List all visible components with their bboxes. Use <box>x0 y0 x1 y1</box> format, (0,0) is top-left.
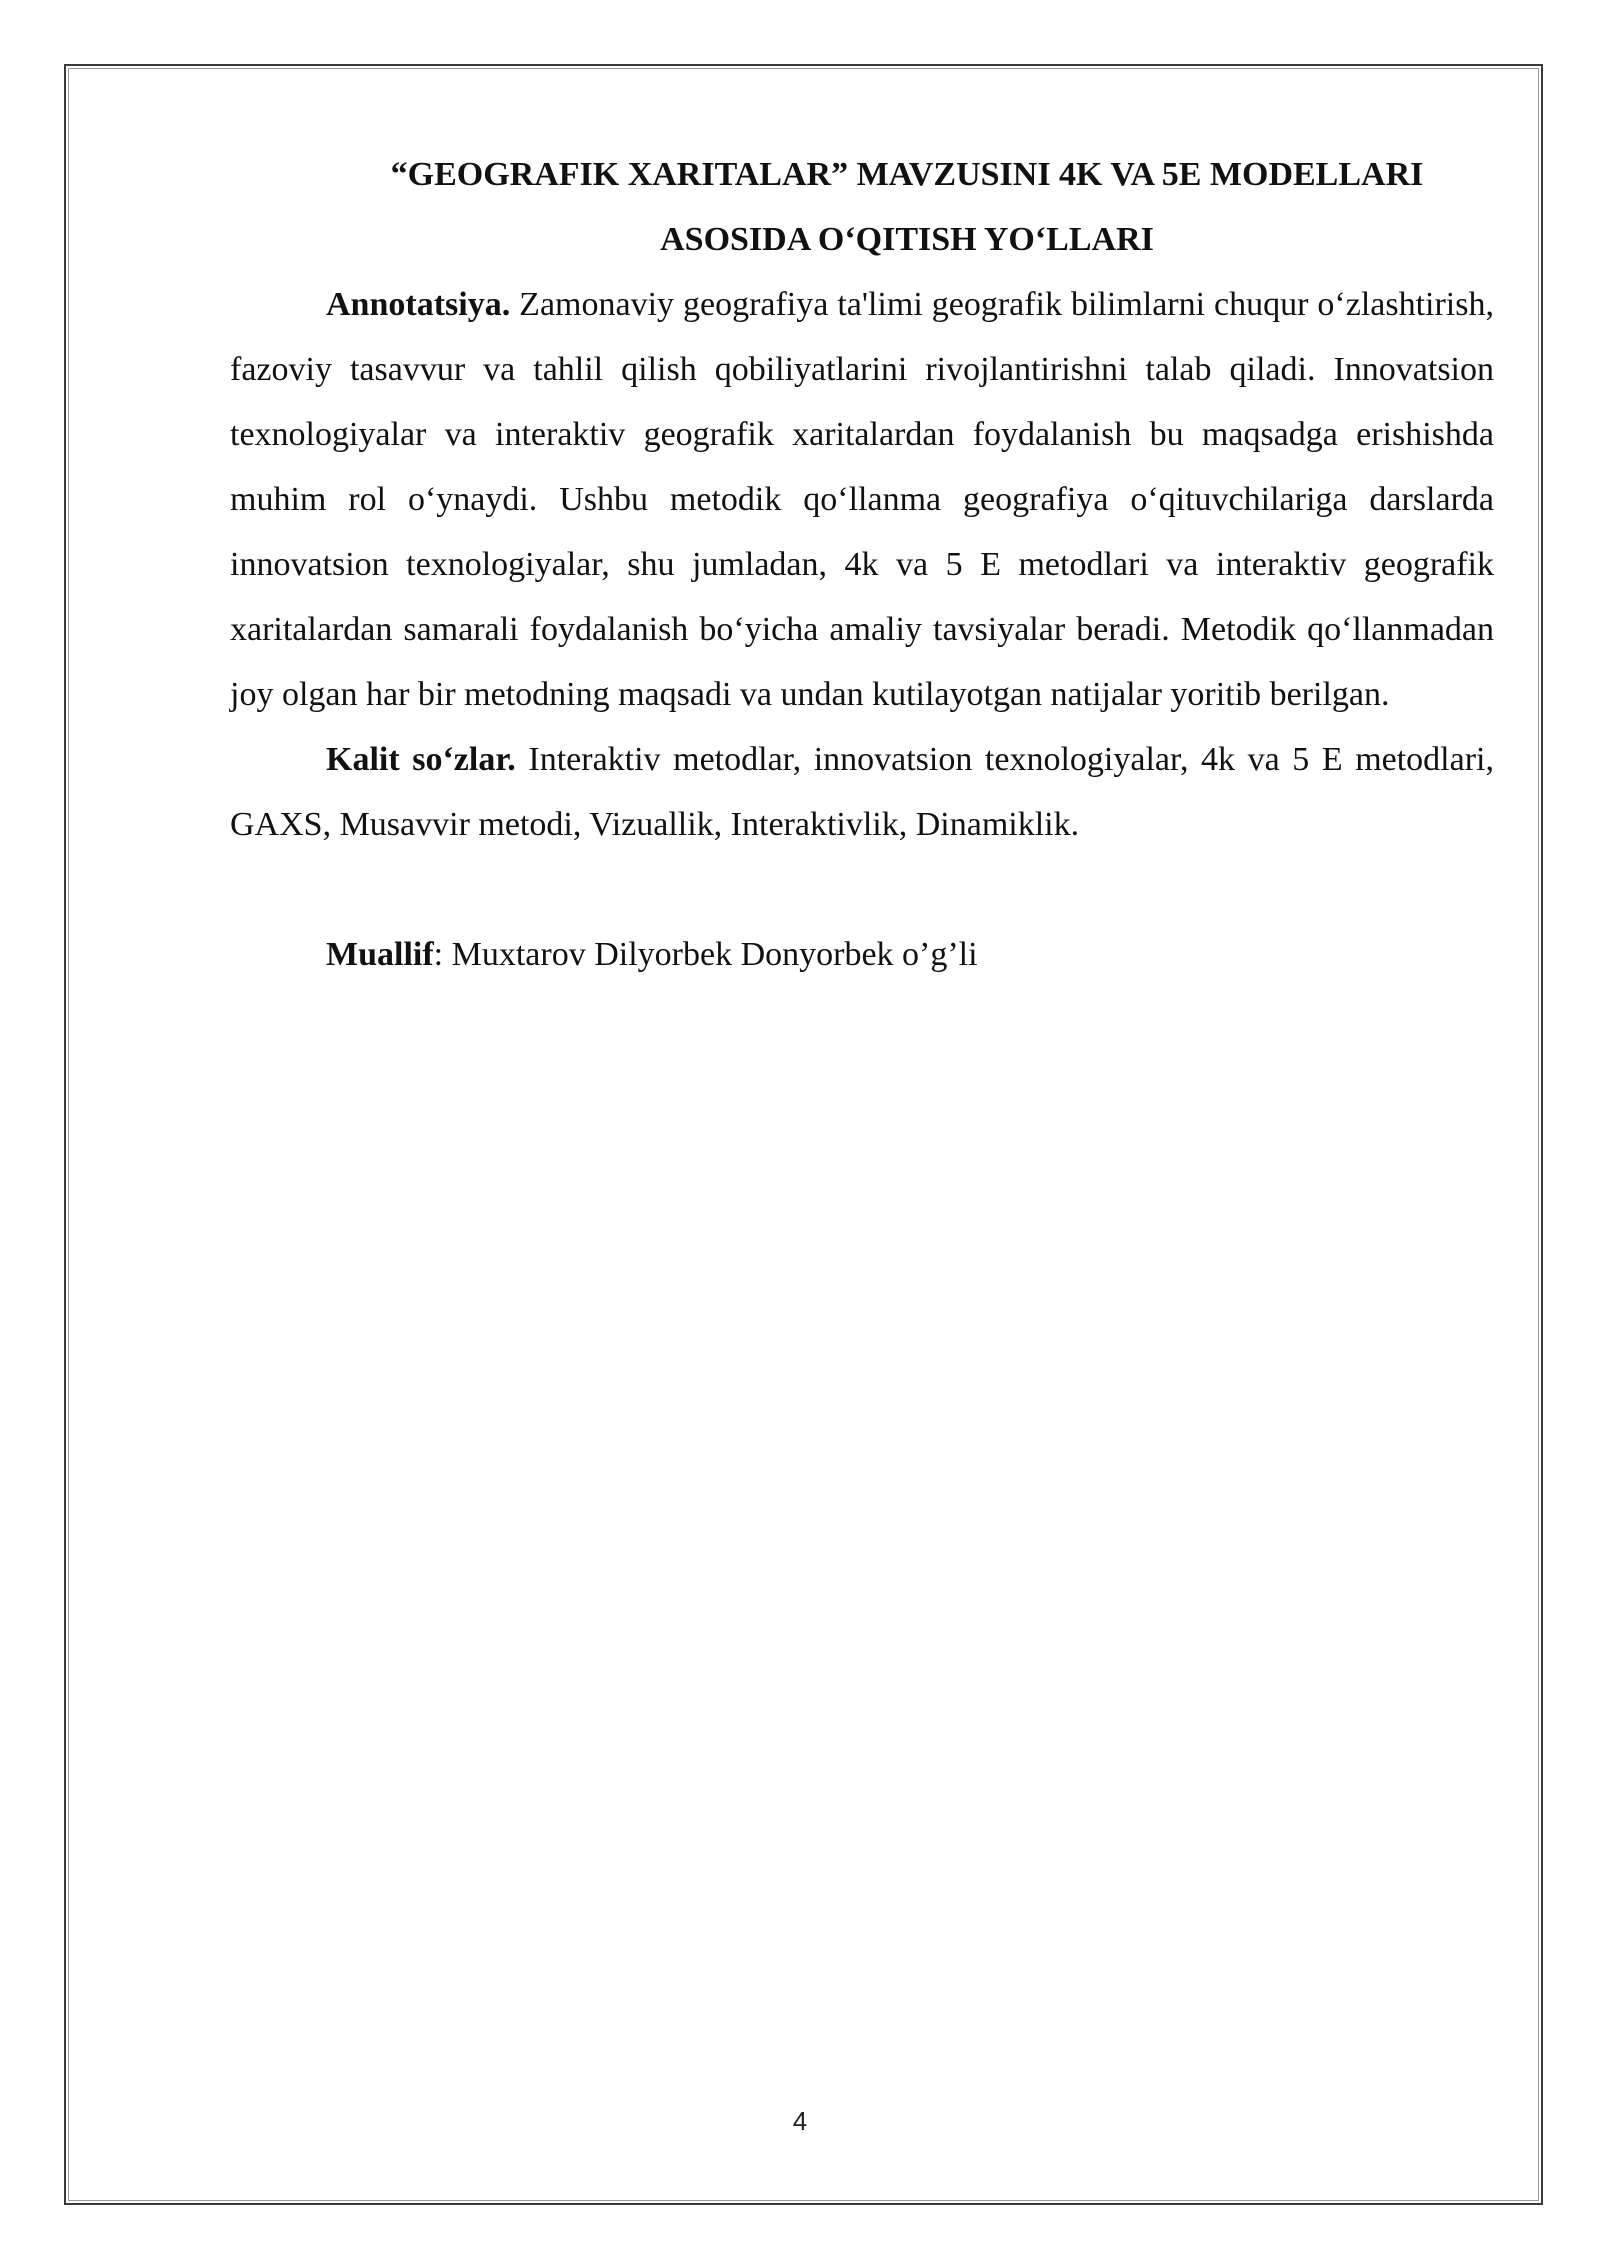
page-content <box>230 142 1494 987</box>
abstract-text: Zamonaviy geografiya ta'limi geografik bilimlarni chuqur o‘zlashtirish, fazoviy tasavvur va tahlil qilish qobiliyatlarini rivojlantirishni talab qiladi. Innovatsion texnologiyalar va interaktiv geografik xaritalardan foydalanish bu maqsadga erishishda muhim rol o‘ynaydi. Ushbu metodik qo‘llanma geografiya o‘qituvchilariga darslarda innovatsion texnologiyalar, shu jumladan, 4k va 5 E metodlari va interaktiv geografik xaritalardan samarali foydalanish bo‘yicha amaliy tavsiyalar beradi. Metodik qo‘llanmadan joy olgan har bir metodning maqsadi va undan kutilayotgan natijalar yoritib berilgan. <box>230 286 1494 713</box>
abstract-paragraph <box>230 272 1494 727</box>
title-line-1: “GEOGRAFIK XARITALAR” MAVZUSINI 4K VA 5E MODELLARI <box>390 156 1424 193</box>
author-name: : Muxtarov Dilyorbek Donyorbek o’g’li <box>433 936 978 973</box>
keywords-label: Kalit so‘zlar. <box>326 741 516 778</box>
author-line <box>230 922 1494 987</box>
document-title <box>230 142 1494 272</box>
page-number: 4 <box>792 2106 808 2136</box>
abstract-label: Annotatsiya. <box>326 286 511 323</box>
title-line-2: ASOSIDA O‘QITISH YO‘LLARI <box>660 221 1154 258</box>
author-label: Muallif <box>326 936 434 973</box>
keywords-text: Interaktiv metodlar, innovatsion texnologiyalar, 4k va 5 E metodlari, GAXS, Musavvir metodi, Vizuallik, Interaktivlik, Dinamiklik. <box>230 741 1494 843</box>
keywords-paragraph <box>230 727 1494 857</box>
spacer <box>230 857 1494 922</box>
